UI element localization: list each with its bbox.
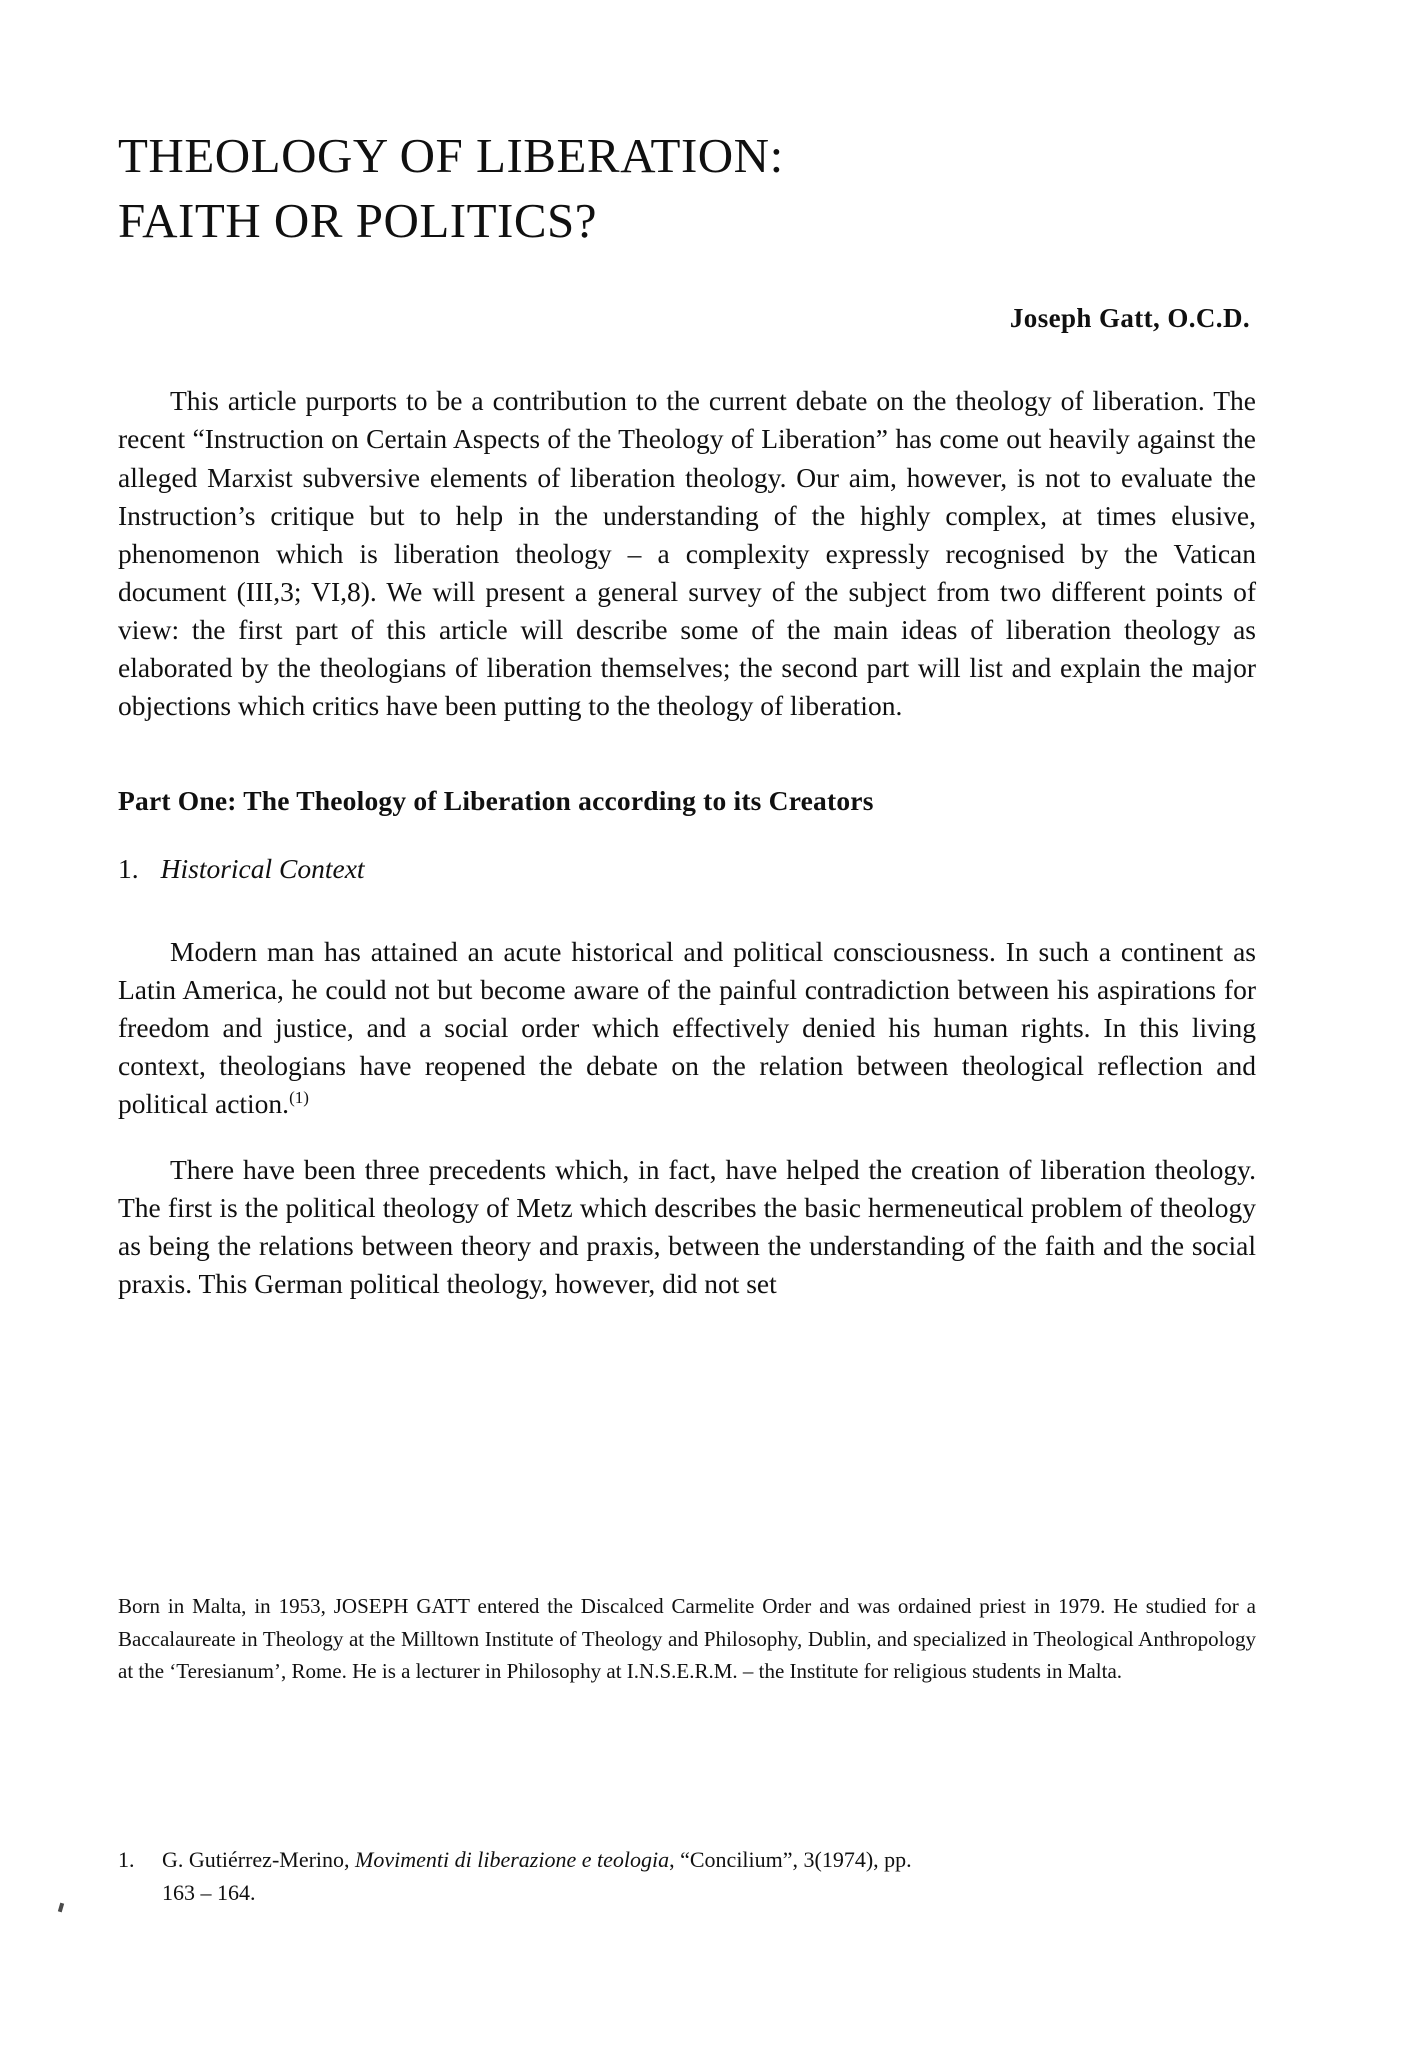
author-byline: Joseph Gatt, O.C.D. — [1009, 303, 1250, 334]
intro-paragraph: This article purports to be a contribution to the current debate on the theology of liberation. The recent “Instruction on Certain Aspects of the Theology of Liberation” has come out heavily against the alleged Marxist subversive elements of liberation theology. Our aim, however, is not to evaluate the Instruction’s critique but to help in the understanding of the highly complex, at times elusive, phenomenon which is liberation theology – a complexity expressly recognised by the Vatican document (III,3; VI,8). We will present a general survey of the subject from two different points of view: the first part of this article will describe some of the main ideas of liberation theology as elaborated by the theologians of liberation themselves; the second part will list and explain the major objections which critics have been putting to the theology of liberation. — [118, 385, 1256, 721]
paragraph-precedents: There have been three precedents which, in fact, have helped the creation of liberation theology. The first is the political theology of Metz which describes the basic hermeneutical problem of theology as being the relations between theory and praxis, between the understanding of the faith and the social praxis. This German political theology, however, did not set — [118, 1153, 1256, 1300]
paragraph-modern-man-text: Modern man has attained an acute historical and political consciousness. In such a continent as Latin America, he could not but become aware of the painful contradiction between his aspirations for freedom and justice, and a social order which effectively denied his human rights. In this living context, theologians have reopened the debate on the relation between theological reflection and political action. — [118, 936, 1256, 1120]
footnote-work-title: Movimenti di liberazione e teologia — [355, 1847, 670, 1872]
part-one-heading: Part One: The Theology of Liberation according to its Creators — [118, 785, 874, 817]
page-content-column — [118, 0, 1256, 1331]
section-heading-historical-context — [118, 853, 1256, 885]
footnote-source: , “Concilium”, 3(1974), pp. — [669, 1847, 912, 1872]
author-biography-note: Born in Malta, in 1953, JOSEPH GATT entered the Discalced Carmelite Order and was ordained priest in 1979. He studied for a Baccalaureate in Theology at the Milltown Institute of Theology and Philosophy, Dublin, and specialized in Theological Anthropology at the ‘Teresianum’, Rome. He is a lecturer in Philosophy at I.N.S.E.R.M. – the Institute for religious students in Malta. — [118, 1594, 1256, 1684]
footnote-number: 1. — [118, 1847, 135, 1872]
section-number: 1. — [118, 853, 139, 885]
section-title: Historical Context — [160, 853, 365, 885]
footnote-marker-1: (1) — [289, 1088, 309, 1108]
article-title — [118, 0, 1256, 253]
article-title-line-2: FAITH OR POLITICS? — [118, 192, 598, 248]
footnote-list — [118, 1843, 1256, 1909]
scan-artifact-mark — [58, 1903, 64, 1913]
article-title-line-1: THEOLOGY OF LIBERATION: — [118, 128, 784, 183]
footnote-item-1 — [118, 1843, 1256, 1909]
footnote-author: G. Gutiérrez-Merino, — [162, 1847, 350, 1872]
paragraph-modern-man — [118, 933, 1256, 1123]
footnote-pages: 163 – 164. — [162, 1880, 256, 1905]
